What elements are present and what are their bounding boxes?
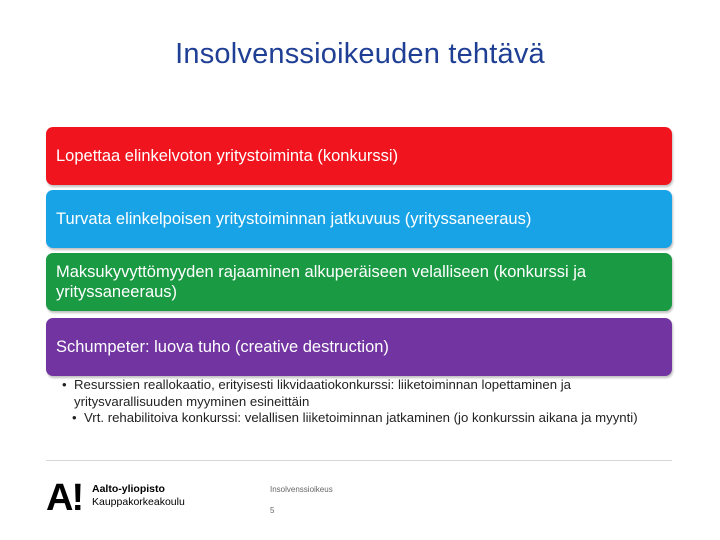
aalto-logo (46, 478, 196, 518)
box-continuity-text: Turvata elinkelpoisen yritystoiminnan jatkuvuus (yrityssaneeraus) (56, 210, 532, 228)
bullet-text: Resurssien reallokaatio, erityisesti likvidaatiokonkurssi: liiketoiminnan lopettaminen ja yritysvarallisuuden myyminen esineittäin (74, 377, 571, 409)
box-schumpeter-text: Schumpeter: luova tuho (creative destruction) (56, 338, 389, 356)
bullet-dot: • (62, 377, 67, 392)
box-limitation (46, 253, 672, 311)
logo-mark: A! (46, 477, 83, 519)
list-item (72, 410, 672, 427)
box-continuity (46, 190, 672, 248)
list-item (62, 377, 672, 410)
bullet-list (62, 377, 672, 427)
bullet-dot: • (72, 410, 77, 425)
box-limitation-text: Maksukyvyttömyyden rajaaminen alkuperäiseen velalliseen (konkurssi ja yrityssaneeraus) (56, 263, 587, 301)
bullet-text: Vrt. rehabilitoiva konkurssi: velallisen liiketoiminnan jatkaminen (jo konkurssin aikana ja myynti) (84, 410, 638, 425)
box-schumpeter (46, 318, 672, 376)
box-liquidation (46, 127, 672, 185)
logo-university: Aalto-yliopisto (92, 483, 165, 495)
page-number: 5 (270, 506, 275, 515)
logo-school: Kauppakorkeakoulu (92, 496, 185, 508)
box-liquidation-text: Lopettaa elinkelvoton yritystoiminta (konkurssi) (56, 147, 399, 165)
footer-divider (46, 460, 672, 461)
footer-label: Insolvenssioikeus (270, 485, 333, 494)
slide-title: Insolvenssioikeuden tehtävä (175, 38, 545, 70)
